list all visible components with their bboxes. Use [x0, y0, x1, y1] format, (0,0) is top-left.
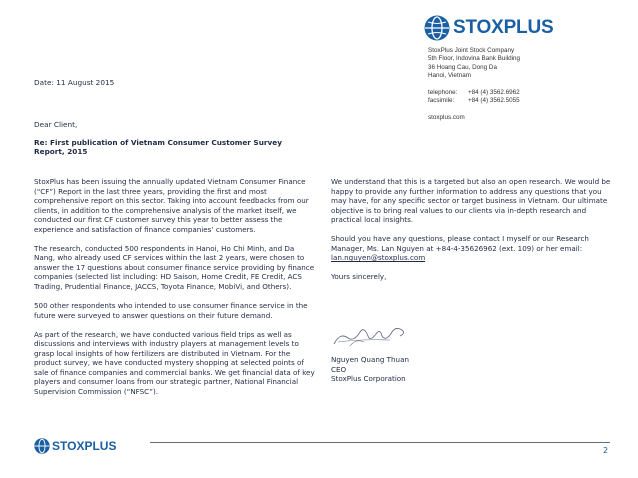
- facsimile-value: +84 (4) 3562.5055: [468, 97, 520, 105]
- letter-date: Date: 11 August 2015: [34, 78, 115, 87]
- footer-divider: [150, 442, 610, 443]
- footer-logo: [34, 437, 116, 455]
- signer-name: Nguyen Quang Thuan: [331, 355, 409, 364]
- signature-image: [330, 318, 412, 354]
- body-right-column: [331, 177, 616, 292]
- body-paragraph: 500 other respondents who intended to use consumer finance service in the future were surveyed to answer questions on their future demand.: [34, 301, 308, 320]
- telephone-label: telephone:: [428, 89, 458, 97]
- body-paragraph: We understand that this is a targeted but also an open research. We would be happy to provide any further information to address any questions that you may have, for any specific sector or target business in Vietnam. Our ultimate objective is to bring real values to our clients via in-depth research and practical local insights.: [331, 177, 611, 225]
- address-line: 36 Hoang Cau, Dong Da: [428, 63, 497, 71]
- company-logo: [424, 14, 553, 42]
- company-name: StoxPlus Joint Stock Company: [428, 47, 515, 54]
- signer-company: StoxPlus Corporation: [331, 374, 406, 384]
- footer-brand-name: STOXPLUS: [52, 439, 117, 453]
- address-line: 5th Floor, Indovina Bank Building: [428, 55, 521, 63]
- globe-logo-icon: [424, 15, 450, 41]
- closing: Yours sincerely,: [331, 272, 387, 282]
- contact-text: Should you have any questions, please contact I myself or our Research Manager, Ms. Lan Nguyen at +84-4-35626962 (ext. 109) or her email:: [331, 234, 589, 253]
- brand-name: STOXPLUS: [453, 17, 554, 38]
- page-number: 2: [603, 446, 609, 455]
- telephone-value: +84 (4) 3562.6962: [468, 89, 520, 97]
- salutation: Dear Client,: [34, 120, 78, 129]
- contact-paragraph: [331, 234, 616, 263]
- website-link[interactable]: stoxplus.com: [428, 114, 465, 122]
- contact-email-link[interactable]: lan.nguyen@stoxplus.com: [331, 253, 426, 263]
- letter-subject: Re: First publication of Vietnam Consumer Customer Survey Report, 2015: [34, 138, 282, 157]
- body-paragraph: StoxPlus has been issuing the annually updated Vietnam Consumer Finance (“CF”) Report in the last three years, providing the first and most comprehensive report on this sector. Taking into account feedbacks from our clients, in addition to the comprehensive analysis of the market itself, we conducted our first CF customer survey this year to better assess the experience and satisfaction of finance companies’ customers.: [34, 177, 309, 234]
- telephone-row: [428, 89, 520, 97]
- body-paragraph: As part of the research, we have conducted various field trips as well as discussions and interviews with industry players at management levels to grasp local insights of how fertilizers are distributed in Vietnam. For the product survey, we have conducted mystery shopping at selected points of sale of finance companies and commercial banks. We get financial data of key players and consumer loans from our strategic partner, National Financial Supervision Commission (“NFSC”).: [34, 329, 315, 397]
- body-left-column: [34, 177, 316, 406]
- address-line: Hanoi, Vietnam: [428, 72, 471, 80]
- body-paragraph: The research, conducted 500 respondents in Hanoi, Ho Chi Minh, and Da Nang, who already used CF services within the last 2 years, were chosen to answer the 17 questions about consumer finance service providing by finance companies (selected list including: HD Saison, Home Credit, FE Credit, ACS Trading, Prudential Finance, JACCS, Toyota Finance, MobiVi, and Others).: [34, 243, 315, 292]
- globe-logo-icon: [34, 438, 50, 454]
- facsimile-row: [428, 97, 520, 105]
- facsimile-label: facsimile:: [428, 97, 455, 105]
- signer-title: CEO: [331, 364, 347, 374]
- signer-block: [331, 355, 409, 384]
- company-address-block: [428, 47, 520, 123]
